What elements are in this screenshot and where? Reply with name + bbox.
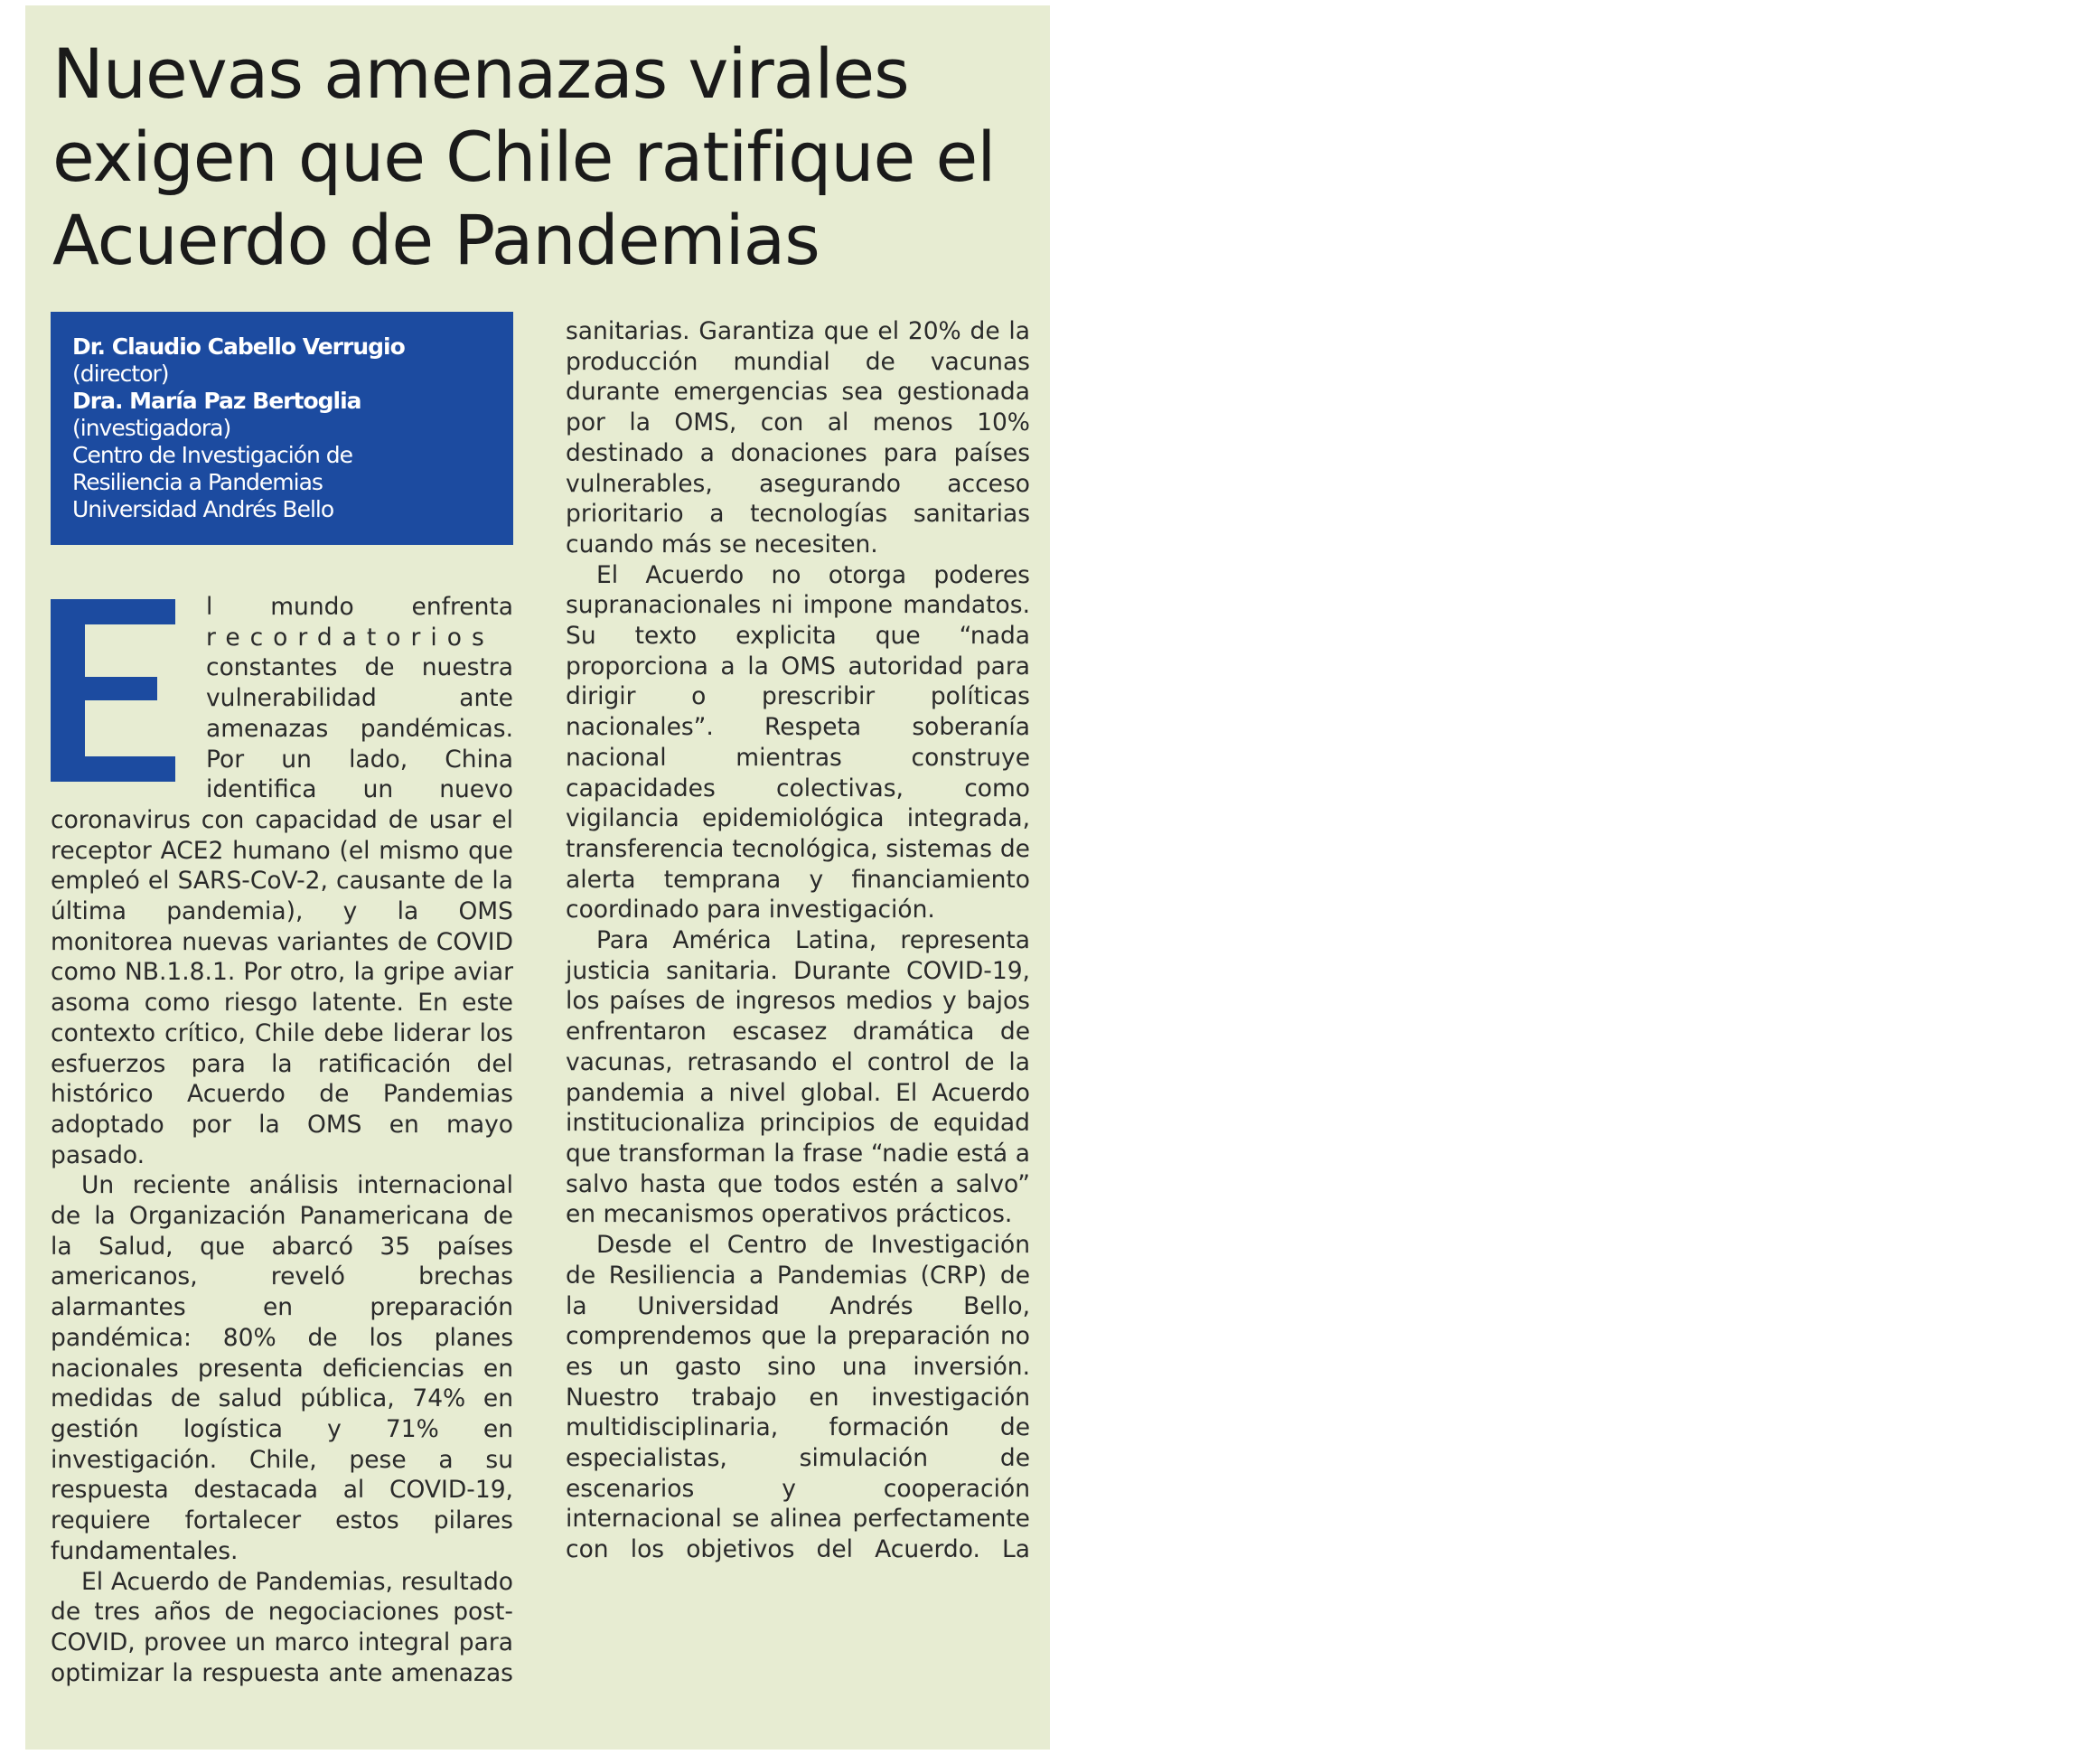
article-column-left — [51, 592, 513, 1688]
author1-role: (director) — [72, 361, 169, 387]
author1-name: Dr. Claudio Cabello Verrugio — [72, 333, 405, 360]
lead-line-1: l mundo enfrenta — [206, 593, 513, 621]
org-line-1: Centro de Investigación de — [72, 442, 353, 468]
article-column-right — [566, 316, 1030, 1565]
drop-cap-letter-e — [51, 599, 193, 782]
author2-role: (investigadora) — [72, 415, 231, 441]
org-line-3: Universidad Andrés Bello — [72, 496, 334, 522]
paragraph-1-rest: constantes de nuestra vulnerabilidad ante amenazas pandémicas. Por un lado, China identifica un nuevo coronavirus con capacidad de usar el receptor ACE2 humano (el mismo que empleó el SARS-CoV-2, causante de la última pandemia), y la OMS monitorea nuevas variantes de COVID como NB.1.8.1. Por otro, la gripe aviar asoma como riesgo latente. En este contexto crítico, Chile debe liderar los esfuerzos para la ratificación del histórico Acuerdo de Pandemias adoptado por la OMS en mayo pasado. — [51, 653, 513, 1169]
author2-name: Dra. María Paz Bertoglia — [72, 388, 361, 414]
paragraph-6: Para América Latina, representa justicia sanitaria. Durante COVID-19, los países de ingresos medios y bajos enfrentaron escasez dramática de vacunas, retrasando el control de la pandemia a nivel global. El Acuerdo institucionaliza principios de equidad que transforman la frase “nadie está a salvo hasta que todos estén a salvo” en mecanismos operativos prácticos. — [566, 926, 1030, 1229]
paragraph-3: El Acuerdo de Pandemias, resultado de tres años de negociaciones post-COVID, provee un marco integral para optimizar la respuesta ante amenazas — [51, 1567, 513, 1687]
article-headline: Nuevas amenazas virales exigen que Chile ratifique el Acuerdo de Pandemias — [52, 33, 996, 280]
newspaper-clipping — [25, 5, 1050, 1750]
drop-cap — [51, 599, 193, 782]
lead-line-2: recordatorios — [206, 623, 494, 652]
org-line-2: Resiliencia a Pandemias — [72, 469, 323, 495]
paragraph-5: El Acuerdo no otorga poderes supranacionales ni impone mandatos. Su texto explicita que “nada proporciona a la OMS autoridad para dirigir o prescribir políticas nacionales”. Respeta soberanía nacional mientras construye capacidades colectivas, como vigilancia epidemiológica integrada, transferencia tecnológica, sistemas de alerta temprana y financiamiento coordinado para investigación. — [566, 560, 1030, 924]
paragraph-4: sanitarias. Garantiza que el 20% de la producción mundial de vacunas durante emergencias sea gestionada por la OMS, con al menos 10% destinado a donaciones para países vulnerables, asegurando acceso prioritario a tecnologías sanitarias cuando más se necesiten. — [566, 317, 1030, 558]
author-byline-box — [51, 312, 513, 545]
paragraph-7: Desde el Centro de Investigación de Resiliencia a Pandemias (CRP) de la Universidad Andrés Bello, comprendemos que la preparación no es un gasto sino una inversión. Nuestro trabajo en investigación multidisciplinaria, formación de especialistas, simulación de escenarios y cooperación internacional se alinea perfectamente con los objetivos del Acuerdo. La — [566, 1231, 1030, 1564]
paragraph-2: Un reciente análisis internacional de la Organización Panamericana de la Salud, que abarcó 35 países americanos, reveló brechas alarmantes en preparación pandémica: 80% de los planes nacionales presenta deficiencias en medidas de salud pública, 74% en gestión logística y 71% en investigación. Chile, pese a su respuesta destacada al COVID-19, requiere fortalecer estos pilares fundamentales. — [51, 1171, 513, 1565]
